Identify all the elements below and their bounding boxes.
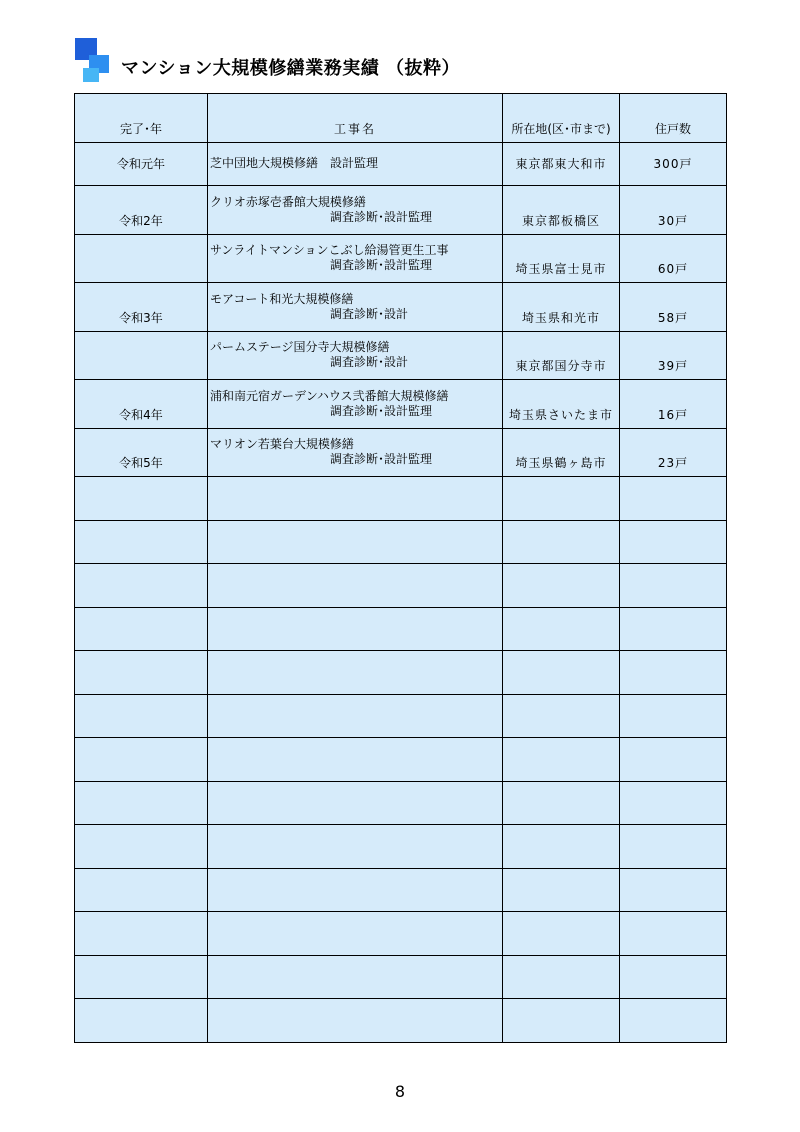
- empty-cell: [75, 868, 208, 912]
- cell-location: 東京都国分寺市: [503, 331, 620, 380]
- empty-cell: [75, 912, 208, 956]
- empty-table-row: [75, 651, 727, 695]
- empty-cell: [620, 868, 727, 912]
- project-name-line1: パームステージ国分寺大規模修繕: [210, 340, 390, 355]
- cell-project-name: [208, 234, 503, 283]
- cell-project-name: [208, 283, 503, 332]
- empty-cell: [75, 825, 208, 869]
- empty-cell: [75, 520, 208, 564]
- empty-cell: [620, 999, 727, 1043]
- project-scope-line2: 調査診断･設計監理: [330, 403, 433, 418]
- cell-year: 令和5年: [75, 428, 208, 477]
- project-name-line1: 浦和南元宿ガーデンハウス弐番館大規模修繕: [210, 388, 449, 403]
- cell-location: 埼玉県鶴ヶ島市: [503, 428, 620, 477]
- empty-cell: [208, 999, 503, 1043]
- empty-cell: [503, 520, 620, 564]
- cell-location: 埼玉県富士見市: [503, 234, 620, 283]
- empty-cell: [208, 955, 503, 999]
- empty-cell: [503, 651, 620, 695]
- project-scope-line2: 調査診断･設計: [330, 355, 409, 370]
- empty-table-row: [75, 477, 727, 521]
- project-scope-line2: 調査診断･設計: [330, 306, 409, 321]
- cell-units: 300戸: [620, 142, 727, 186]
- table-row: [75, 380, 727, 429]
- cell-year: [75, 331, 208, 380]
- empty-cell: [208, 912, 503, 956]
- cell-units: 16戸: [620, 380, 727, 429]
- column-header-year: 完了･年: [75, 94, 208, 143]
- cell-year: 令和元年: [75, 142, 208, 186]
- empty-table-row: [75, 781, 727, 825]
- empty-cell: [503, 999, 620, 1043]
- empty-cell: [620, 477, 727, 521]
- empty-cell: [75, 564, 208, 608]
- project-name-wrap: [210, 292, 502, 322]
- project-name-line1: 芝中団地大規模修繕 設計監理: [210, 156, 379, 171]
- cell-location: 埼玉県さいたま市: [503, 380, 620, 429]
- empty-cell: [503, 868, 620, 912]
- cell-project-name: [208, 428, 503, 477]
- cell-project-name: [208, 186, 503, 235]
- empty-table-row: [75, 694, 727, 738]
- empty-cell: [620, 694, 727, 738]
- project-name-wrap: [210, 243, 502, 273]
- empty-table-row: [75, 607, 727, 651]
- empty-cell: [75, 955, 208, 999]
- empty-cell: [620, 738, 727, 782]
- empty-cell: [208, 825, 503, 869]
- empty-cell: [620, 955, 727, 999]
- cell-project-name: [208, 380, 503, 429]
- empty-cell: [620, 651, 727, 695]
- project-name-wrap: [210, 340, 502, 370]
- empty-cell: [75, 651, 208, 695]
- empty-table-row: [75, 738, 727, 782]
- project-name-line1: マリオン若葉台大規模修繕: [210, 437, 354, 452]
- cell-year: [75, 234, 208, 283]
- empty-cell: [503, 477, 620, 521]
- blue-squares-logo-icon: [75, 38, 115, 82]
- column-header-name: 工事名: [208, 94, 503, 143]
- empty-cell: [503, 564, 620, 608]
- empty-cell: [75, 738, 208, 782]
- empty-cell: [620, 564, 727, 608]
- empty-cell: [208, 477, 503, 521]
- empty-cell: [620, 912, 727, 956]
- table-header-row: [75, 94, 727, 143]
- cell-units: 30戸: [620, 186, 727, 235]
- empty-table-row: [75, 912, 727, 956]
- table-row: [75, 142, 727, 186]
- empty-table-row: [75, 999, 727, 1043]
- table-row: [75, 331, 727, 380]
- project-name-wrap: [210, 195, 502, 225]
- cell-units: 39戸: [620, 331, 727, 380]
- project-name-wrap: [210, 389, 502, 419]
- empty-cell: [208, 781, 503, 825]
- empty-cell: [503, 781, 620, 825]
- cell-year: 令和2年: [75, 186, 208, 235]
- project-scope-line2: 調査診断･設計監理: [330, 452, 433, 467]
- empty-table-row: [75, 520, 727, 564]
- empty-cell: [75, 999, 208, 1043]
- page-title: マンション大規模修繕業務実績 （抜粋）: [121, 58, 460, 79]
- column-header-units: 住戸数: [620, 94, 727, 143]
- table-row: [75, 186, 727, 235]
- table-row: [75, 283, 727, 332]
- empty-cell: [208, 607, 503, 651]
- table-row: [75, 234, 727, 283]
- cell-project-name: [208, 331, 503, 380]
- empty-cell: [75, 781, 208, 825]
- empty-table-row: [75, 868, 727, 912]
- empty-cell: [208, 520, 503, 564]
- table-row: [75, 428, 727, 477]
- project-name-wrap: [210, 437, 502, 467]
- empty-cell: [503, 738, 620, 782]
- empty-cell: [75, 607, 208, 651]
- empty-cell: [75, 477, 208, 521]
- column-header-location: 所在地(区･市まで): [503, 94, 620, 143]
- empty-cell: [208, 868, 503, 912]
- empty-table-row: [75, 825, 727, 869]
- cell-units: 60戸: [620, 234, 727, 283]
- empty-cell: [620, 520, 727, 564]
- project-scope-line2: 調査診断･設計監理: [330, 258, 433, 273]
- empty-cell: [503, 912, 620, 956]
- empty-cell: [503, 607, 620, 651]
- empty-cell: [208, 738, 503, 782]
- cell-location: 埼玉県和光市: [503, 283, 620, 332]
- cell-units: 58戸: [620, 283, 727, 332]
- empty-cell: [620, 781, 727, 825]
- project-name-line1: サンライトマンションこぶし給湯管更生工事: [210, 243, 449, 258]
- empty-cell: [503, 694, 620, 738]
- empty-cell: [503, 825, 620, 869]
- empty-table-row: [75, 955, 727, 999]
- project-name-line1: モアコート和光大規模修繕: [210, 291, 354, 306]
- page-number: 8: [394, 1082, 406, 1101]
- empty-cell: [620, 607, 727, 651]
- cell-project-name: [208, 142, 503, 186]
- empty-cell: [620, 825, 727, 869]
- empty-cell: [503, 955, 620, 999]
- project-name-line1: クリオ赤塚壱番館大規模修繕: [210, 194, 366, 209]
- empty-cell: [75, 694, 208, 738]
- empty-table-row: [75, 564, 727, 608]
- cell-year: 令和3年: [75, 283, 208, 332]
- cell-location: 東京都東大和市: [503, 142, 620, 186]
- cell-year: 令和4年: [75, 380, 208, 429]
- empty-cell: [208, 694, 503, 738]
- cell-units: 23戸: [620, 428, 727, 477]
- empty-cell: [208, 564, 503, 608]
- cell-location: 東京都板橋区: [503, 186, 620, 235]
- empty-cell: [208, 651, 503, 695]
- project-scope-line2: 調査診断･設計監理: [330, 209, 433, 224]
- records-table: [74, 93, 727, 1043]
